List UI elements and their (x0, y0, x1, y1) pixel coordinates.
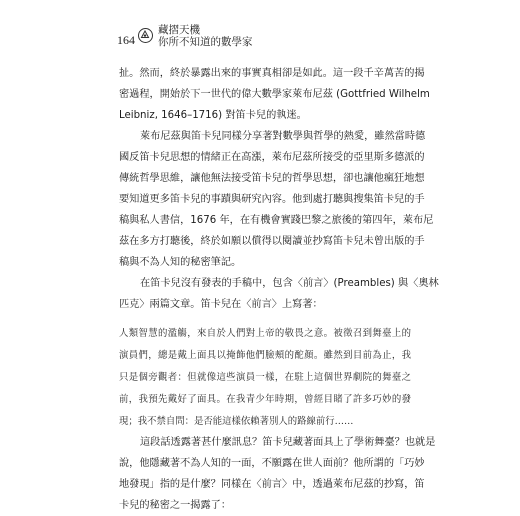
text-line: 說，他隱藏著不為人知的一面，不願露在世人面前？他所謂的「巧妙 (119, 458, 425, 469)
text-line: 稿與不為人知的秘密筆記。 (119, 257, 242, 268)
text-line: 要知道更多笛卡兒的事蹟與研究內容。他到處打聽與搜集笛卡兒的手 (119, 194, 425, 205)
quote-line: 演員們，總是戴上面具以掩飾他們臉頰的酡顏。雖然到目前為止，我 (119, 350, 411, 361)
quote-line: 現；我不禁自問：是否能這樣依賴著別人的路線前行…… (119, 416, 354, 427)
series-logo-icon (138, 28, 153, 43)
quote-line: 前，我預先戴好了面具。在我青少年時期，曾經目睹了許多巧妙的發 (119, 394, 411, 405)
text-line: 萊布尼茲與笛卡兒同樣分享著對數學與哲學的熱愛，雖然當時德 (140, 131, 426, 142)
text-line: 這段話透露著甚什麼訊息？笛卡兒藏著面具上了學術舞臺？也就是 (140, 437, 436, 448)
header-title-line2: 你所不知道的數學家 (158, 36, 253, 48)
quote-line: 人類智慧的濫觴，來自於人們對上帝的敬畏之意。被徵召到舞臺上的 (119, 328, 411, 339)
text-line: 在笛卡兒沒有發表的手稿中，包含〈前言〉(Preambles) 與〈奧林 (140, 278, 439, 289)
text-line: 密過程，開始於下一世代的偉大數學家萊布尼茲 (Gottfried Wilhelm (119, 89, 430, 100)
text-line: 扯。然而，終於暴露出來的事實真相卻是如此。這一段千辛萬苦的揭 (119, 68, 425, 79)
header-title-line1: 藏摺天機 (158, 24, 200, 36)
text-line: 稿與私人書信，1676 年，在有機會實踐巴黎之旅後的第四年，萊布尼 (119, 215, 434, 226)
paragraph-3 (119, 273, 439, 315)
quote-line: 只是個旁觀者：但就像這些演員一樣，在駐上這個世界劇院的舞臺之 (119, 372, 411, 383)
page-number: 164 (117, 33, 135, 47)
text-line: Leibniz, 1646–1716) 對笛卡兒的執迷。 (119, 110, 307, 121)
text-line: 匹克〉兩篇文章。笛卡兒在〈前言〉上寫著： (119, 299, 323, 310)
block-quote (119, 323, 411, 433)
paragraph-2 (119, 126, 434, 273)
text-line: 國反笛卡兒思想的情緒正在高漲，萊布尼茲所接受的亞里斯多德派的 (119, 152, 425, 163)
paragraph-1 (119, 63, 430, 126)
text-line: 地發現」指的是什麼？同樣在〈前言〉中，透過萊布尼茲的抄寫，笛 (119, 479, 425, 490)
text-line: 卡兒的秘密之一揭露了： (119, 500, 232, 511)
paragraph-4 (119, 432, 436, 516)
running-header-title (158, 24, 253, 48)
text-line: 茲在多方打聽後，終於如願以償得以閱讀並抄寫笛卡兒未曾出版的手 (119, 236, 425, 247)
text-line: 傳統哲學思維，讓他無法接受笛卡兒的哲學思想，卻也讓他瘋狂地想 (119, 173, 425, 184)
